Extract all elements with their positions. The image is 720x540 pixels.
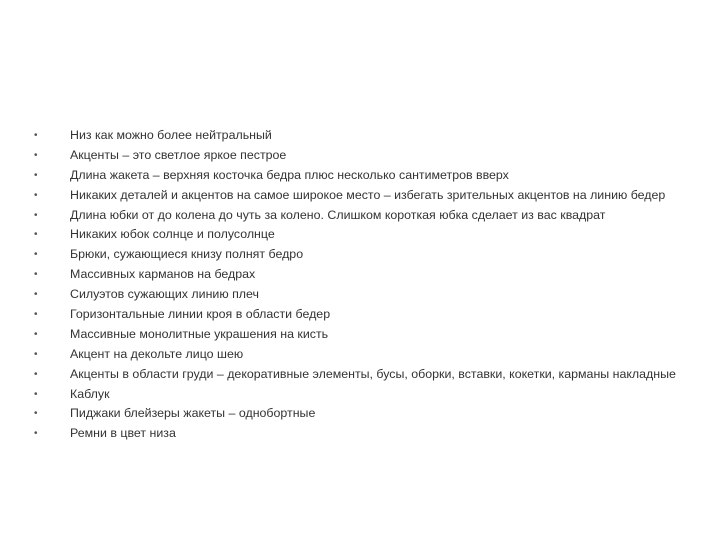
bullet-dot-icon: • [34,428,38,440]
list-item-text: Силуэтов сужающих линию плеч [70,287,259,302]
list-item-text: Длина жакета – верхняя косточка бедра плюс несколько сантиметров вверх [70,167,509,182]
list-item [34,208,699,224]
list-item-text: Каблук [70,386,110,401]
bullet-dot-icon: • [34,289,38,301]
bullet-dot-icon: • [34,249,38,261]
list-item-text: Акценты в области груди – декоративные элементы, бусы, оборки, вставки, кокетки, карманы накладные [70,366,676,381]
list-item [34,307,699,323]
list-item [34,347,699,363]
bullet-dot-icon: • [34,169,38,181]
list-item [34,287,699,303]
bullet-dot-icon: • [34,209,38,221]
bullet-list [34,128,699,446]
bullet-dot-icon: • [34,408,38,420]
list-item [34,148,699,164]
list-item-text: Никаких деталей и акцентов на самое широкое место – избегать зрительных акцентов на линию бедер [70,187,666,202]
list-item [34,247,699,263]
bullet-dot-icon: • [34,229,38,241]
list-item [34,128,699,144]
bullet-dot-icon: • [34,368,38,380]
list-item-text: Никаких юбок солнце и полусолнце [70,227,275,242]
list-item-text: Низ как можно более нейтральный [70,128,272,142]
bullet-dot-icon: • [34,309,38,321]
list-item-text: Массивных карманов на бедрах [70,267,256,282]
list-item-text: Брюки, сужающиеся книзу полнят бедро [70,247,304,262]
list-item-text: Ремни в цвет низа [70,426,176,441]
list-item [34,188,699,204]
bullet-dot-icon: • [34,130,38,141]
list-item-text: Горизонтальные линии кроя в области бедер [70,307,331,322]
list-item-text: Акценты – это светлое яркое пестрое [70,147,287,162]
bullet-dot-icon: • [34,149,38,161]
list-item-text: Пиджаки блейзеры жакеты – однобортные [70,406,316,421]
bullet-dot-icon: • [34,328,38,340]
list-item-text: Длина юбки от до колена до чуть за колено. Слишком короткая юбка сделает из вас квадрат [70,207,606,222]
bullet-dot-icon: • [34,388,38,400]
list-item [34,367,699,383]
list-item-text: Акцент на декольте лицо шею [70,346,244,361]
list-item [34,327,699,343]
list-item-text: Массивные монолитные украшения на кисть [70,326,329,341]
list-item [34,227,699,243]
list-item [34,168,699,184]
bullet-dot-icon: • [34,189,38,201]
bullet-dot-icon: • [34,348,38,360]
list-item [34,267,699,283]
list-item [34,426,699,442]
list-item [34,387,699,403]
bullet-dot-icon: • [34,269,38,281]
list-item [34,406,699,422]
